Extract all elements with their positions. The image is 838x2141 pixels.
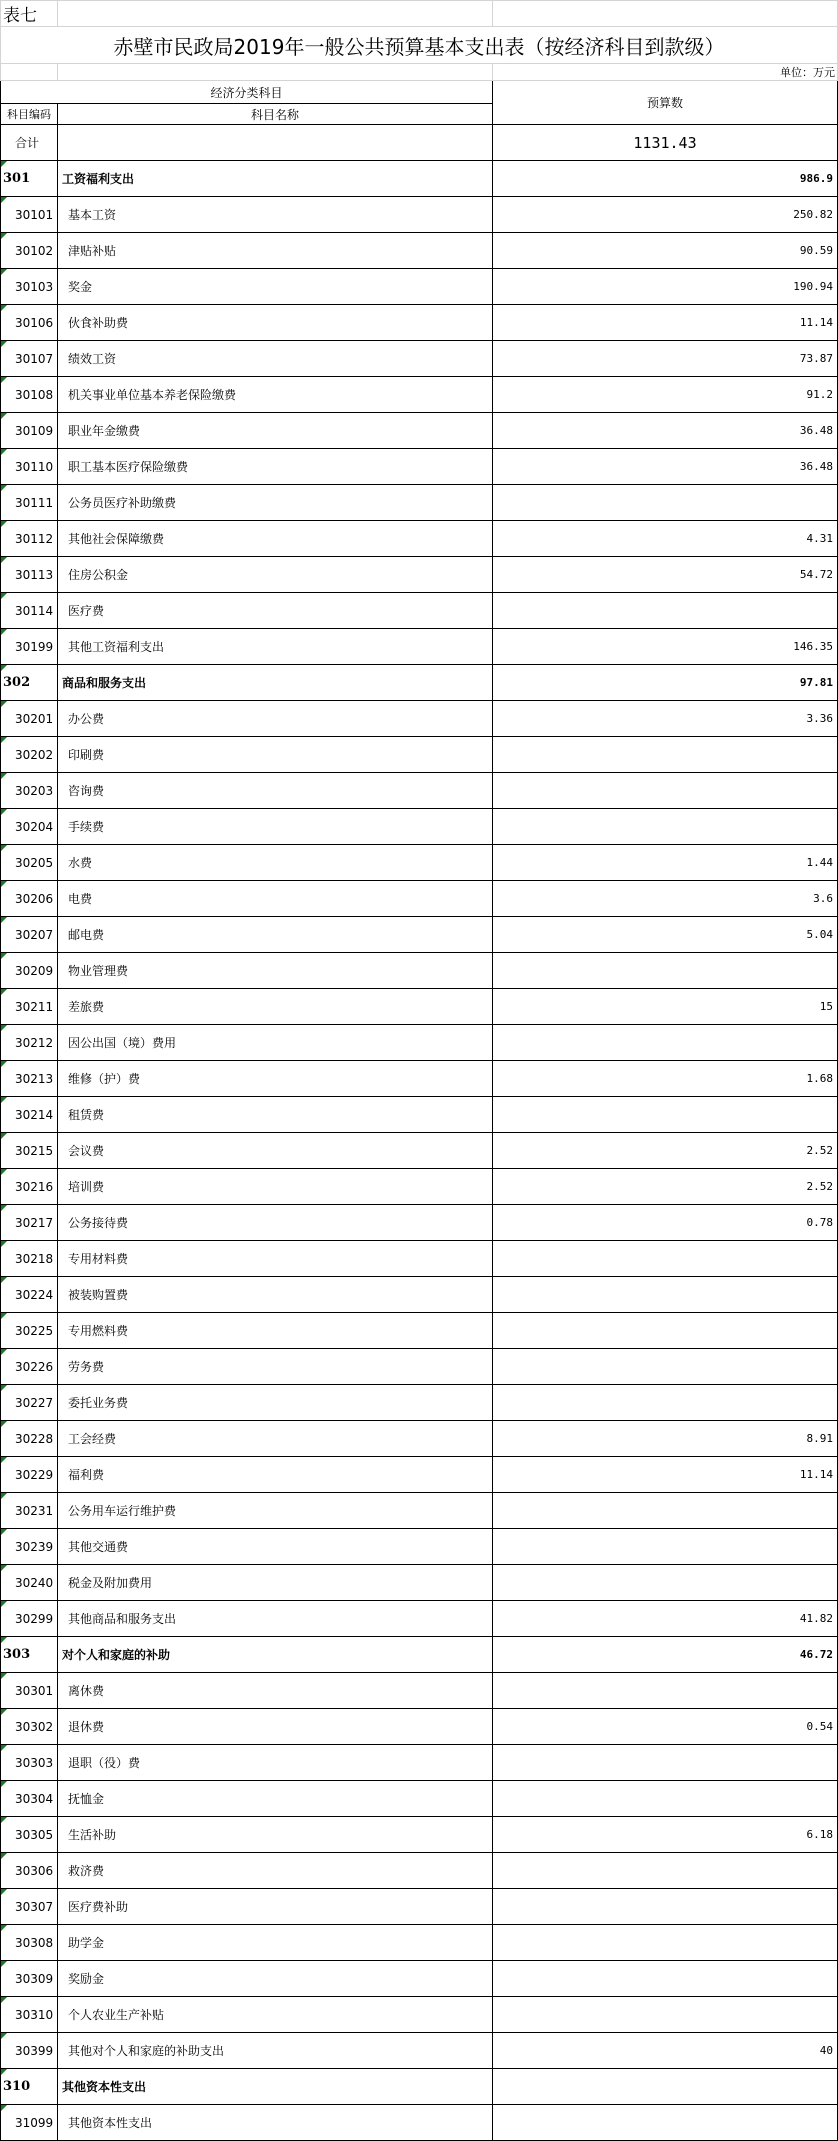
table-row — [1, 1457, 838, 1493]
cell-code[interactable]: 30203 — [1, 773, 58, 809]
cell-name[interactable]: 商品和服务支出 — [58, 665, 493, 701]
cell-code[interactable]: 30108 — [1, 377, 58, 413]
cell-value[interactable] — [493, 953, 838, 989]
cell-value[interactable] — [493, 1853, 838, 1889]
cell-code[interactable]: 30225 — [1, 1313, 58, 1349]
cell-name[interactable]: 办公费 — [58, 701, 493, 737]
table-row — [1, 1313, 838, 1349]
table-row — [1, 2105, 838, 2141]
table-row — [1, 1241, 838, 1277]
cell-name[interactable]: 专用材料费 — [58, 1241, 493, 1277]
cell-code[interactable]: 30228 — [1, 1421, 58, 1457]
table-row — [1, 1277, 838, 1313]
cell-code[interactable]: 30301 — [1, 1673, 58, 1709]
table-row — [1, 1493, 838, 1529]
cell-code[interactable]: 30304 — [1, 1781, 58, 1817]
cell-code[interactable]: 30111 — [1, 485, 58, 521]
table-row — [1, 989, 838, 1025]
cell-code[interactable]: 30306 — [1, 1853, 58, 1889]
cell-value[interactable]: 8.91 — [493, 1421, 838, 1457]
table-row — [1, 1421, 838, 1457]
table-row — [1, 1349, 838, 1385]
table-row — [1, 1853, 838, 1889]
cell-name[interactable]: 税金及附加费用 — [58, 1565, 493, 1601]
header-amount[interactable]: 预算数 — [493, 81, 838, 125]
table-row — [1, 1529, 838, 1565]
cell-value[interactable]: 36.48 — [493, 413, 838, 449]
cell-value[interactable] — [493, 1025, 838, 1061]
cell-value[interactable] — [493, 1781, 838, 1817]
cell-code[interactable]: 30110 — [1, 449, 58, 485]
cell-code[interactable]: 30229 — [1, 1457, 58, 1493]
cell-name[interactable]: 其他资本性支出 — [58, 2105, 493, 2141]
cell-name[interactable]: 被装购置费 — [58, 1277, 493, 1313]
cell-name[interactable]: 其他资本性支出 — [58, 2069, 493, 2105]
cell-name[interactable]: 公务用车运行维护费 — [58, 1493, 493, 1529]
cell-name[interactable]: 工资福利支出 — [58, 161, 493, 197]
cell-code[interactable]: 30114 — [1, 593, 58, 629]
cell-name[interactable]: 劳务费 — [58, 1349, 493, 1385]
table-row — [1, 2033, 838, 2069]
table-row — [1, 485, 838, 521]
table-row — [1, 1061, 838, 1097]
cell-code[interactable]: 30201 — [1, 701, 58, 737]
cell-code[interactable]: 301 — [1, 161, 58, 197]
cell-value[interactable] — [493, 1673, 838, 1709]
cell-name[interactable]: 生活补助 — [58, 1817, 493, 1853]
table-row — [1, 269, 838, 305]
table-row — [1, 1025, 838, 1061]
sheet-label[interactable]: 表七 — [1, 1, 58, 27]
cell-code[interactable]: 30207 — [1, 917, 58, 953]
cell-code[interactable]: 30213 — [1, 1061, 58, 1097]
cell-name[interactable]: 离休费 — [58, 1673, 493, 1709]
table-row — [1, 1925, 838, 1961]
cell-name[interactable]: 水费 — [58, 845, 493, 881]
cell-code[interactable]: 30202 — [1, 737, 58, 773]
unit-label[interactable]: 单位：万元 — [493, 64, 838, 81]
cell-name[interactable]: 租赁费 — [58, 1097, 493, 1133]
cell-name[interactable]: 差旅费 — [58, 989, 493, 1025]
table-row — [1, 773, 838, 809]
table-row — [1, 1817, 838, 1853]
cell-name[interactable]: 福利费 — [58, 1457, 493, 1493]
cell-name[interactable]: 培训费 — [58, 1169, 493, 1205]
table-row — [1, 197, 838, 233]
cell-code[interactable]: 30205 — [1, 845, 58, 881]
table-row — [1, 1169, 838, 1205]
cell-value[interactable] — [493, 737, 838, 773]
cell-name[interactable]: 公务员医疗补助缴费 — [58, 485, 493, 521]
cell-value[interactable] — [493, 1241, 838, 1277]
table-row — [1, 1601, 838, 1637]
table-row — [1, 521, 838, 557]
table-row — [1, 629, 838, 665]
cell-value[interactable] — [493, 1277, 838, 1313]
table-row — [1, 1385, 838, 1421]
cell-name[interactable]: 工会经费 — [58, 1421, 493, 1457]
cell-name[interactable]: 医疗费 — [58, 593, 493, 629]
cell-value[interactable] — [493, 773, 838, 809]
empty-cell[interactable] — [493, 1, 838, 27]
cell-code[interactable]: 30226 — [1, 1349, 58, 1385]
table-row — [1, 1961, 838, 1997]
cell-code[interactable]: 30302 — [1, 1709, 58, 1745]
cell-value[interactable] — [493, 1529, 838, 1565]
cell-code[interactable]: 30103 — [1, 269, 58, 305]
table-row — [1, 449, 838, 485]
cell-value[interactable]: 146.35 — [493, 629, 838, 665]
cell-code[interactable]: 30101 — [1, 197, 58, 233]
table-row — [1, 809, 838, 845]
cell-name[interactable]: 奖励金 — [58, 1961, 493, 1997]
cell-name[interactable]: 津贴补贴 — [58, 233, 493, 269]
cell-value[interactable] — [493, 1349, 838, 1385]
cell-value[interactable]: 11.14 — [493, 1457, 838, 1493]
total-label[interactable]: 合计 — [1, 125, 58, 161]
cell-code[interactable]: 30307 — [1, 1889, 58, 1925]
cell-value[interactable]: 0.78 — [493, 1205, 838, 1241]
cell-value[interactable]: 11.14 — [493, 305, 838, 341]
table-row — [1, 557, 838, 593]
empty-cell[interactable] — [1, 64, 58, 81]
cell-name[interactable]: 公务接待费 — [58, 1205, 493, 1241]
empty-cell[interactable] — [58, 64, 493, 81]
cell-value[interactable]: 986.9 — [493, 161, 838, 197]
cell-name[interactable]: 职业年金缴费 — [58, 413, 493, 449]
category-row — [1, 161, 838, 197]
cell-value[interactable] — [493, 1925, 838, 1961]
cell-value[interactable]: 0.54 — [493, 1709, 838, 1745]
cell-value[interactable] — [493, 1313, 838, 1349]
cell-name[interactable]: 抚恤金 — [58, 1781, 493, 1817]
cell-name[interactable]: 退职（役）费 — [58, 1745, 493, 1781]
header-code[interactable]: 科目编码 — [1, 104, 58, 125]
cell-name[interactable]: 委托业务费 — [58, 1385, 493, 1421]
cell-value[interactable] — [493, 1745, 838, 1781]
cell-code[interactable]: 30102 — [1, 233, 58, 269]
cell-name[interactable]: 其他工资福利支出 — [58, 629, 493, 665]
cell-code[interactable]: 30309 — [1, 1961, 58, 1997]
cell-name[interactable]: 奖金 — [58, 269, 493, 305]
cell-value[interactable]: 3.6 — [493, 881, 838, 917]
cell-code[interactable]: 310 — [1, 2069, 58, 2105]
data-rows — [1, 161, 838, 2141]
cell-code[interactable]: 30399 — [1, 2033, 58, 2069]
cell-name[interactable]: 咨询费 — [58, 773, 493, 809]
cell-name[interactable]: 其他社会保障缴费 — [58, 521, 493, 557]
cell-code[interactable]: 30211 — [1, 989, 58, 1025]
category-row — [1, 2069, 838, 2105]
cell-code[interactable]: 30218 — [1, 1241, 58, 1277]
cell-value[interactable]: 46.72 — [493, 1637, 838, 1673]
cell-name[interactable]: 伙食补助费 — [58, 305, 493, 341]
cell-value[interactable]: 73.87 — [493, 341, 838, 377]
cell-code[interactable]: 30227 — [1, 1385, 58, 1421]
cell-value[interactable]: 250.82 — [493, 197, 838, 233]
cell-name[interactable]: 绩效工资 — [58, 341, 493, 377]
cell-code[interactable]: 30214 — [1, 1097, 58, 1133]
cell-name[interactable]: 助学金 — [58, 1925, 493, 1961]
table-row — [1, 413, 838, 449]
cell-code[interactable]: 30216 — [1, 1169, 58, 1205]
cell-name[interactable]: 维修（护）费 — [58, 1061, 493, 1097]
cell-name[interactable]: 救济费 — [58, 1853, 493, 1889]
cell-code[interactable]: 30113 — [1, 557, 58, 593]
table-row — [1, 917, 838, 953]
cell-value[interactable] — [493, 485, 838, 521]
table-row — [1, 1565, 838, 1601]
cell-code[interactable]: 30112 — [1, 521, 58, 557]
cell-value[interactable] — [493, 809, 838, 845]
cell-code[interactable]: 30308 — [1, 1925, 58, 1961]
cell-code[interactable]: 30239 — [1, 1529, 58, 1565]
table-row — [1, 1889, 838, 1925]
cell-value[interactable] — [493, 1997, 838, 2033]
table-row — [1, 377, 838, 413]
cell-value[interactable]: 36.48 — [493, 449, 838, 485]
cell-value[interactable] — [493, 1493, 838, 1529]
total-value[interactable]: 1131.43 — [493, 125, 838, 161]
cell-value[interactable] — [493, 1097, 838, 1133]
cell-code[interactable]: 30199 — [1, 629, 58, 665]
cell-name[interactable]: 退休费 — [58, 1709, 493, 1745]
cell-name[interactable]: 电费 — [58, 881, 493, 917]
empty-cell[interactable] — [58, 125, 493, 161]
table-row — [1, 1097, 838, 1133]
table-row — [1, 233, 838, 269]
cell-value[interactable]: 3.36 — [493, 701, 838, 737]
cell-name[interactable]: 职工基本医疗保险缴费 — [58, 449, 493, 485]
table-row — [1, 737, 838, 773]
cell-name[interactable]: 其他交通费 — [58, 1529, 493, 1565]
cell-code[interactable]: 30224 — [1, 1277, 58, 1313]
table-row — [1, 845, 838, 881]
table-row — [1, 1133, 838, 1169]
cell-value[interactable]: 2.52 — [493, 1133, 838, 1169]
cell-code[interactable]: 30215 — [1, 1133, 58, 1169]
table-row — [1, 953, 838, 989]
cell-code[interactable]: 302 — [1, 665, 58, 701]
cell-value[interactable] — [493, 1385, 838, 1421]
cell-name[interactable]: 印刷费 — [58, 737, 493, 773]
cell-code[interactable]: 30305 — [1, 1817, 58, 1853]
cell-code[interactable]: 303 — [1, 1637, 58, 1673]
cell-code[interactable]: 30206 — [1, 881, 58, 917]
cell-code[interactable]: 31099 — [1, 2105, 58, 2141]
cell-code[interactable]: 30299 — [1, 1601, 58, 1637]
cell-code[interactable]: 30240 — [1, 1565, 58, 1601]
cell-value[interactable]: 1.68 — [493, 1061, 838, 1097]
table-title[interactable]: 赤壁市民政局2019年一般公共预算基本支出表（按经济科目到款级） — [1, 27, 838, 64]
cell-value[interactable] — [493, 1889, 838, 1925]
cell-code[interactable]: 30212 — [1, 1025, 58, 1061]
cell-name[interactable]: 因公出国（境）费用 — [58, 1025, 493, 1061]
empty-cell[interactable] — [58, 1, 493, 27]
cell-name[interactable]: 会议费 — [58, 1133, 493, 1169]
header-group[interactable]: 经济分类科目 — [1, 81, 493, 104]
cell-value[interactable]: 6.18 — [493, 1817, 838, 1853]
table-row — [1, 881, 838, 917]
cell-code[interactable]: 30217 — [1, 1205, 58, 1241]
cell-value[interactable]: 91.2 — [493, 377, 838, 413]
cell-code[interactable]: 30310 — [1, 1997, 58, 2033]
category-row — [1, 665, 838, 701]
cell-value[interactable] — [493, 593, 838, 629]
cell-code[interactable]: 30231 — [1, 1493, 58, 1529]
cell-code[interactable]: 30106 — [1, 305, 58, 341]
cell-name[interactable]: 其他商品和服务支出 — [58, 1601, 493, 1637]
cell-value[interactable]: 97.81 — [493, 665, 838, 701]
cell-value[interactable]: 15 — [493, 989, 838, 1025]
cell-name[interactable]: 个人农业生产补贴 — [58, 1997, 493, 2033]
cell-code[interactable]: 30204 — [1, 809, 58, 845]
cell-name[interactable]: 邮电费 — [58, 917, 493, 953]
cell-name[interactable]: 住房公积金 — [58, 557, 493, 593]
cell-code[interactable]: 30109 — [1, 413, 58, 449]
cell-value[interactable]: 5.04 — [493, 917, 838, 953]
table-row — [1, 1781, 838, 1817]
cell-value[interactable]: 2.52 — [493, 1169, 838, 1205]
cell-code[interactable]: 30107 — [1, 341, 58, 377]
table-row — [1, 1745, 838, 1781]
table-row — [1, 701, 838, 737]
cell-value[interactable]: 4.31 — [493, 521, 838, 557]
cell-name[interactable]: 手续费 — [58, 809, 493, 845]
cell-name[interactable]: 机关事业单位基本养老保险缴费 — [58, 377, 493, 413]
cell-value[interactable]: 40 — [493, 2033, 838, 2069]
category-row — [1, 1637, 838, 1673]
cell-value[interactable]: 54.72 — [493, 557, 838, 593]
cell-value[interactable] — [493, 2105, 838, 2141]
cell-value[interactable] — [493, 2069, 838, 2105]
cell-value[interactable] — [493, 1961, 838, 1997]
header-name[interactable]: 科目名称 — [58, 104, 493, 125]
cell-name[interactable]: 其他对个人和家庭的补助支出 — [58, 2033, 493, 2069]
cell-value[interactable]: 190.94 — [493, 269, 838, 305]
cell-name[interactable]: 专用燃料费 — [58, 1313, 493, 1349]
cell-code[interactable]: 30209 — [1, 953, 58, 989]
cell-name[interactable]: 医疗费补助 — [58, 1889, 493, 1925]
cell-code[interactable]: 30303 — [1, 1745, 58, 1781]
cell-value[interactable]: 1.44 — [493, 845, 838, 881]
cell-value[interactable] — [493, 1565, 838, 1601]
table-row — [1, 341, 838, 377]
table-row — [1, 593, 838, 629]
cell-name[interactable]: 物业管理费 — [58, 953, 493, 989]
table-row — [1, 1673, 838, 1709]
cell-value[interactable]: 41.82 — [493, 1601, 838, 1637]
table-row — [1, 305, 838, 341]
table-row — [1, 1205, 838, 1241]
table-row — [1, 1709, 838, 1745]
table-row — [1, 1997, 838, 2033]
cell-name[interactable]: 对个人和家庭的补助 — [58, 1637, 493, 1673]
cell-name[interactable]: 基本工资 — [58, 197, 493, 233]
cell-value[interactable]: 90.59 — [493, 233, 838, 269]
